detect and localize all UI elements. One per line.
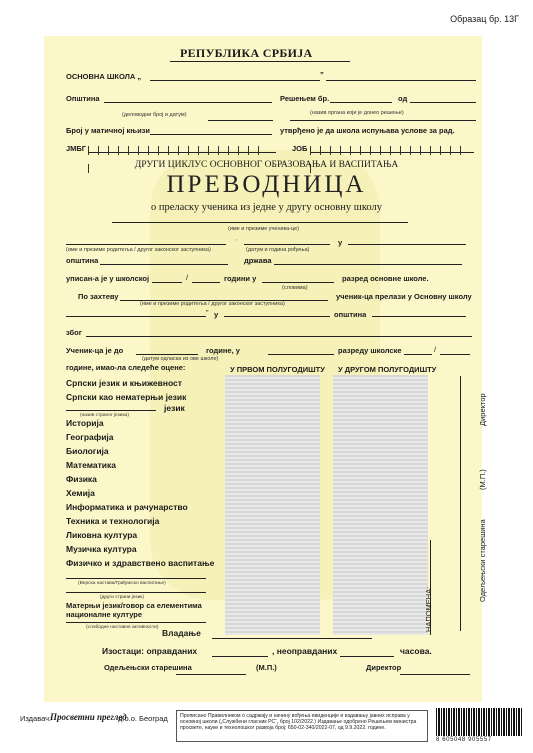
hours-label: часова. bbox=[400, 646, 432, 656]
school-field-2[interactable] bbox=[326, 80, 476, 81]
parent-caption-2: (име и презиме родитеља / другог законског заступника) bbox=[140, 301, 285, 307]
subject-history: Историја bbox=[66, 418, 104, 428]
excused-field[interactable] bbox=[212, 656, 268, 657]
barcode bbox=[436, 708, 522, 736]
note-label: НАПОМЕНА: bbox=[424, 586, 433, 632]
birthplace-in-label: у bbox=[338, 238, 343, 247]
decision-label: Решењем бр. bbox=[280, 94, 330, 103]
legal-text-box: Прописано Правилником о садржају и начину вођења евиденције и издавању јавних исправа у основној школи („Службени гласник РС“, број 102/2022.) Издавање одобрено Решењем министра просвете, науке и технолошког развоја број: 650-02-340/2022-07, од 9.9.2022. године. bbox=[176, 710, 428, 742]
leave-date-field[interactable] bbox=[136, 354, 198, 355]
absences-label: Изостаци: оправданих bbox=[102, 646, 198, 656]
quote-close: ” bbox=[320, 70, 324, 79]
subject-geography: Географија bbox=[66, 432, 114, 442]
foreign-lang-caption: (назив страног језика) bbox=[80, 413, 129, 418]
words-caption: (словима) bbox=[282, 285, 308, 291]
grade-words-field[interactable] bbox=[262, 282, 334, 283]
country-field[interactable] bbox=[274, 264, 462, 265]
transfer-text: ученик-ца прелази у Основну школу bbox=[336, 292, 472, 301]
foreign-language-field[interactable] bbox=[66, 410, 156, 411]
side-teacher: Одељењски старешина bbox=[478, 519, 487, 602]
publisher-rest: д.о.о. Београд bbox=[118, 714, 168, 723]
class-teacher-label: Одељењски старешина bbox=[104, 663, 192, 672]
job-boxes[interactable] bbox=[310, 142, 474, 153]
birth-date-field[interactable] bbox=[244, 244, 330, 245]
subject-language: језик bbox=[164, 403, 185, 413]
register-field[interactable] bbox=[208, 120, 273, 121]
from-label: од bbox=[398, 94, 408, 103]
approved-text: утврђено је да школа испуњава услове за рад. bbox=[280, 126, 455, 135]
school-year-to-field[interactable] bbox=[440, 354, 470, 355]
barcode-number: 8 605048 905557 bbox=[436, 737, 492, 743]
subject-informatics: Информатика и рачунарство bbox=[66, 502, 188, 512]
subject-math: Математика bbox=[66, 460, 116, 470]
side-seal: (М.П.) bbox=[478, 469, 487, 490]
reason-field[interactable] bbox=[86, 336, 472, 337]
leave-grade-field[interactable] bbox=[268, 354, 334, 355]
grades-label: године, имао-ла следеће оцене: bbox=[66, 363, 186, 372]
new-school-town-field[interactable] bbox=[224, 316, 330, 317]
birthplace-field[interactable] bbox=[348, 244, 466, 245]
first-half-header: У ПРВОМ ПОЛУГОДИШТУ bbox=[230, 365, 325, 374]
parent-caption: (име и презиме родитеља / другог законског заступника) bbox=[66, 247, 211, 253]
new-school-in-label: у bbox=[214, 310, 219, 319]
year-to-field[interactable] bbox=[192, 282, 220, 283]
year-from-field[interactable] bbox=[152, 282, 182, 283]
free-activity-field[interactable] bbox=[66, 622, 206, 623]
decision-number-field[interactable] bbox=[330, 102, 392, 103]
matriculation-label: Број у матичној књизи bbox=[66, 126, 151, 135]
new-municipality-label: општина bbox=[334, 310, 367, 319]
religion-caption: (Верска настава/Грађанско васпитање) bbox=[78, 581, 166, 586]
document-subtitle: о преласку ученика из једне у другу основну школу bbox=[150, 202, 383, 213]
register-num-caption: (деловодни број и датум) bbox=[122, 112, 187, 118]
reason-label: због bbox=[66, 328, 82, 337]
year-in-label: године, у bbox=[206, 346, 240, 355]
decision-date-field[interactable] bbox=[410, 102, 476, 103]
subject-serbian-nonnative: Српски као нематерњи језик bbox=[66, 392, 187, 402]
subject-biology: Биологија bbox=[66, 446, 109, 456]
birth-caption: (датум и година рођења) bbox=[246, 247, 310, 253]
side-director: Директор bbox=[478, 393, 487, 426]
new-school-field[interactable] bbox=[66, 316, 206, 317]
cycle-title: ДРУГИ ЦИКЛУС ОСНОВНОГ ОБРАЗОВАЊА И ВАСПИТАЊА bbox=[134, 160, 399, 170]
behavior-field[interactable] bbox=[212, 638, 372, 639]
municipality-field[interactable] bbox=[104, 102, 272, 103]
organ-caption: (назив органа који је донео решење) bbox=[310, 110, 404, 116]
seal-label: (М.П.) bbox=[256, 663, 277, 672]
job-label: ЈОБ bbox=[292, 144, 308, 153]
director-label: Директор bbox=[366, 663, 402, 672]
director-signature[interactable] bbox=[400, 674, 470, 675]
free-activity-caption: (слободне наставне активности) bbox=[86, 625, 159, 630]
unexcused-label: , неоправданих bbox=[272, 646, 338, 656]
subject-technology: Техника и технологија bbox=[66, 516, 160, 526]
first-half-column[interactable] bbox=[225, 375, 320, 635]
side-column bbox=[460, 376, 471, 631]
municipality-lower-label: општина bbox=[66, 256, 99, 265]
parent-name-field[interactable] bbox=[66, 244, 226, 245]
enrolled-label: уписан-а је у школској bbox=[66, 274, 150, 283]
unexcused-field[interactable] bbox=[340, 656, 394, 657]
municipality-label: Општина bbox=[66, 94, 100, 103]
second-foreign-field[interactable] bbox=[66, 592, 206, 593]
second-half-header: У ДРУГОМ ПОЛУГОДИШТУ bbox=[338, 365, 437, 374]
student-name-field[interactable] bbox=[112, 222, 408, 223]
subject-chemistry: Хемија bbox=[66, 488, 95, 498]
mother-tongue: Матерњи језик/говор са елементима националне културе bbox=[66, 601, 202, 619]
grade-label: разред основне школе. bbox=[342, 274, 429, 283]
jmbg-boxes[interactable] bbox=[88, 142, 276, 153]
student-caption: (име и презиме ученика-це) bbox=[228, 226, 299, 232]
birth-municipality-field[interactable] bbox=[100, 264, 228, 265]
form-number: Образац бр. 13Г bbox=[450, 14, 519, 24]
behavior-label: Владање bbox=[162, 628, 201, 638]
subject-art: Ликовна култура bbox=[66, 530, 138, 540]
school-field[interactable] bbox=[150, 80, 320, 81]
publisher-label: Издавач: bbox=[20, 714, 52, 723]
second-foreign-caption: (други страни језик) bbox=[100, 595, 144, 600]
subject-pe: Физичко и здравствено васпитање bbox=[66, 558, 215, 568]
subject-music: Музичка култура bbox=[66, 544, 137, 554]
school-label: ОСНОВНА ШКОЛА „ bbox=[66, 72, 142, 81]
organ-field[interactable] bbox=[290, 120, 476, 121]
religion-field[interactable] bbox=[66, 578, 206, 579]
second-half-column[interactable] bbox=[333, 375, 428, 635]
class-teacher-signature[interactable] bbox=[176, 674, 246, 675]
matriculation-field[interactable] bbox=[150, 134, 272, 135]
class-label: разреду школске bbox=[338, 346, 402, 355]
republic-header: РЕПУБЛИКА СРБИЈА bbox=[180, 46, 313, 60]
publisher-logo: Просветни преглед bbox=[50, 712, 127, 722]
grades-table bbox=[225, 375, 430, 635]
jmbg-label: ЈМБГ bbox=[66, 144, 87, 153]
header-underline bbox=[170, 61, 350, 62]
country-label: држава bbox=[244, 256, 272, 265]
leave-caption: (датум одласка из ове школе) bbox=[142, 356, 219, 362]
left-label: Ученик-ца је до bbox=[66, 346, 124, 355]
new-municipality-field[interactable] bbox=[372, 316, 466, 317]
document-title: ПРЕВОДНИЦА bbox=[166, 171, 367, 198]
school-year-from-field[interactable] bbox=[404, 354, 432, 355]
subject-physics: Физика bbox=[66, 474, 97, 484]
subject-serbian: Српски језик и књижевност bbox=[66, 378, 182, 388]
years-label: години у bbox=[224, 274, 257, 283]
request-label: По захтеву bbox=[78, 292, 119, 301]
